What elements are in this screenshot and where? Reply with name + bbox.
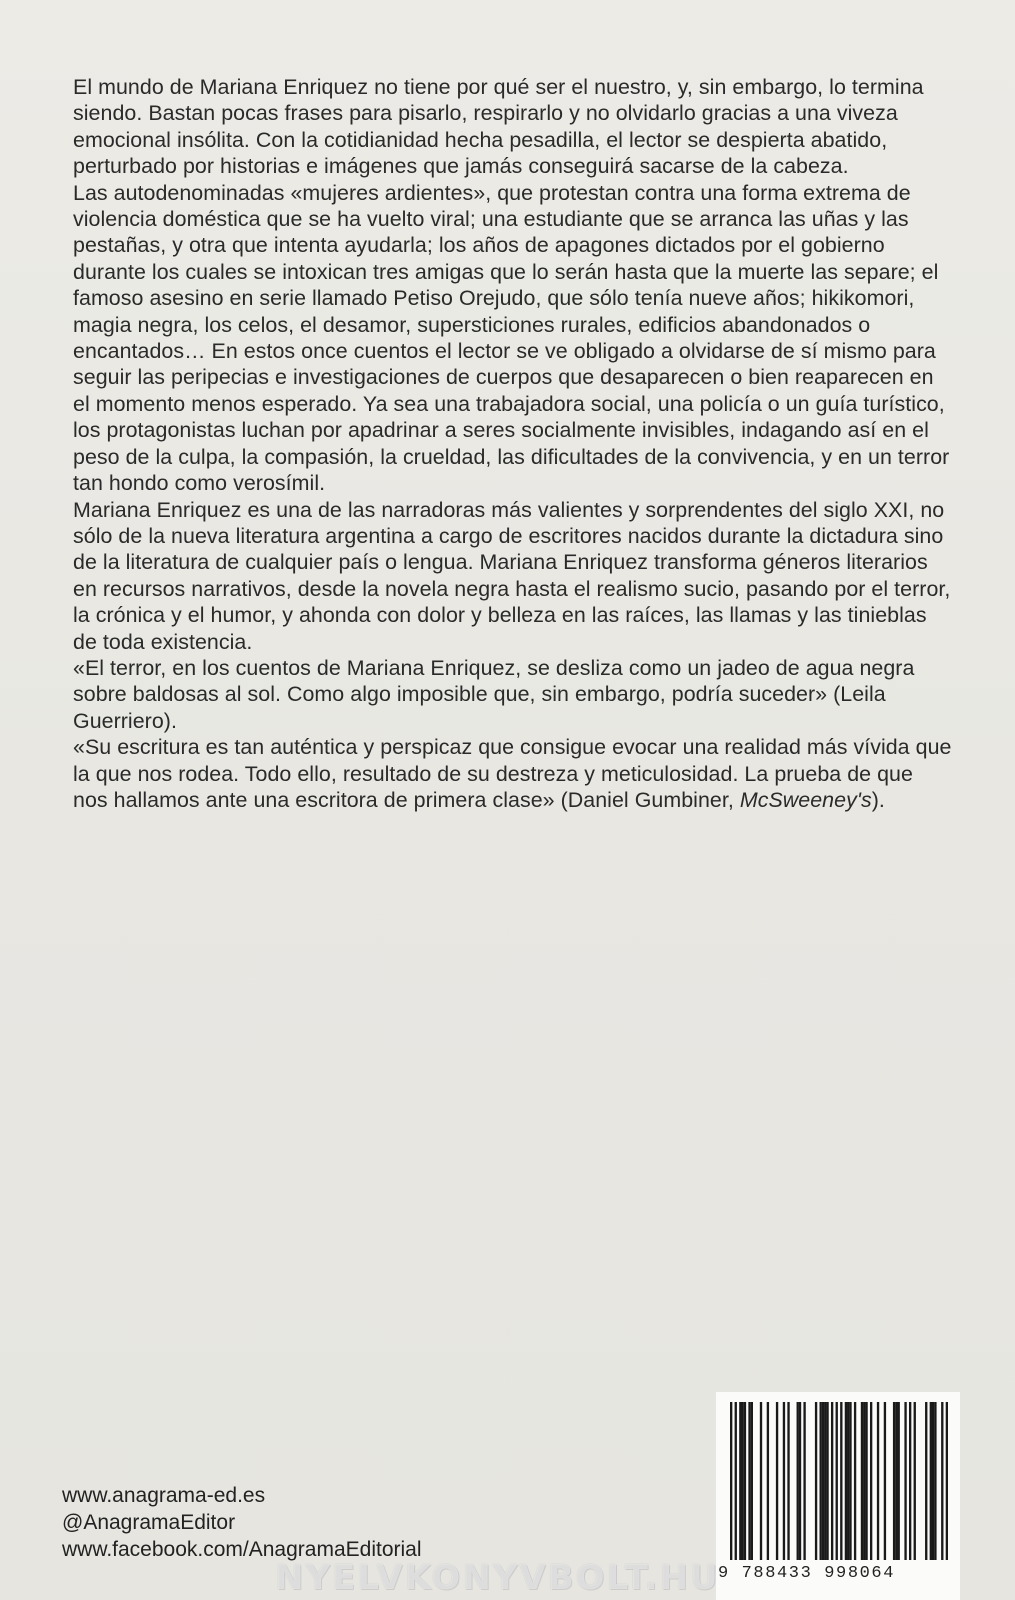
barcode-bar (783, 1402, 785, 1560)
quote-guerriero: «El terror, en los cuentos de Mariana Enriquez, se desliza como un jadeo de agua negra sobre baldosas al sol. Como algo imposible que, sin embargo, podría suceder» (Leila Guerriero). (73, 655, 915, 733)
barcode-bar (849, 1402, 851, 1560)
barcode-bar (861, 1402, 863, 1560)
quote-gumbiner (73, 734, 953, 813)
barcode-bar (739, 1402, 741, 1560)
blurb-paragraph-1: El mundo de Mariana Enriquez no tiene por qué ser el nuestro, y, sin embargo, lo termina siendo. Bastan pocas frases para pisarlo, respirarlo y no olvidarlo gracias a una viveza emocional insólita. Con la cotidianidad hecha pesadilla, el lector se despierta abatido, perturbado por historias e imágenes que jamás conseguirá sacarse de la cabeza. (73, 75, 924, 179)
barcode-bar (845, 1402, 847, 1560)
watermark: NYELVKONYVBOLT.HU (275, 1558, 720, 1598)
barcode-bar (836, 1402, 838, 1560)
barcode-bar (863, 1402, 865, 1560)
barcode-bar (898, 1402, 900, 1560)
barcode-bar (760, 1402, 762, 1560)
barcode-bar (730, 1402, 732, 1560)
barcode-bar (819, 1402, 821, 1560)
barcode-bar (930, 1402, 932, 1560)
barcode-bar (914, 1402, 916, 1560)
barcode-bar (895, 1402, 897, 1560)
quote-gumbiner-text: «Su escritura es tan auténtica y perspicaz que consigue evocar una realidad más vívida que la que nos rodea. Todo ello, resultado de su destreza y meticulosidad. La prueba de que nos hallamos ante una escritora de primera clase» (Daniel Gumbiner, (73, 735, 952, 812)
barcode-digits: 9 788433 998064 (718, 1564, 896, 1583)
blurb-paragraph-3: Mariana Enriquez es una de las narradoras más valientes y sorprendentes del siglo XXI, no sólo de la nueva literatura argentina a cargo de escritores nacidos durante la dictadura sino de la literatura de cualquier país o lengua. Mariana Enriquez transforma géneros literarios en recursos narrativos, desde la novela negra hasta el realismo sucio, pasando por el terror, la crónica y el humor, y ahonda con dolor y belleza en las raíces, las llamas y las tinieblas de toda existencia. (73, 497, 951, 654)
barcode-bar (799, 1402, 801, 1560)
barcode-bar (893, 1402, 895, 1560)
quote-gumbiner-end: ). (871, 787, 885, 812)
barcode-bar (735, 1402, 737, 1560)
publisher-links (62, 1482, 422, 1563)
barcode-bar (751, 1402, 753, 1560)
barcode-bar (932, 1402, 934, 1560)
barcode-bar (831, 1402, 833, 1560)
barcode-bar (865, 1402, 867, 1560)
barcode-bar (822, 1402, 824, 1560)
barcode-bar (946, 1402, 948, 1560)
barcode-bar (744, 1402, 746, 1560)
barcode-bar (854, 1402, 856, 1560)
barcode-bar (741, 1402, 743, 1560)
barcode-bar (847, 1402, 849, 1560)
barcode-bar (877, 1402, 879, 1560)
barcode-bar (909, 1402, 911, 1560)
barcode-bar (826, 1402, 828, 1560)
barcode-bar (904, 1402, 906, 1560)
quote-gumbiner-source: McSweeney's (739, 787, 872, 812)
barcode-bar (767, 1402, 769, 1560)
barcode-bar (840, 1402, 842, 1560)
barcode-bar (925, 1402, 927, 1560)
barcode-bar (934, 1402, 936, 1560)
website-link[interactable]: www.anagrama-ed.es (62, 1484, 266, 1507)
facebook-link[interactable]: www.facebook.com/AnagramaEditorial (62, 1538, 422, 1561)
barcode-bar (776, 1402, 778, 1560)
barcode-bar (824, 1402, 826, 1560)
barcode-bar (803, 1402, 805, 1560)
barcode-bar (797, 1402, 799, 1560)
barcode-bar (884, 1402, 886, 1560)
barcode-bar (815, 1402, 817, 1560)
barcode-bar (787, 1402, 789, 1560)
barcode-bar (748, 1402, 750, 1560)
barcode-bar (941, 1402, 943, 1560)
blurb-text (73, 74, 953, 813)
barcode-bar (870, 1402, 872, 1560)
barcode-bars (730, 1402, 948, 1560)
twitter-handle[interactable]: @AnagramaEditor (62, 1511, 236, 1534)
blurb-paragraph-2: Las autodenominadas «mujeres ardientes», que protestan contra una forma extrema de violencia doméstica que se ha vuelto viral; una estudiante que se arranca las uñas y las pestañas, y otra que intenta ayudarla; los años de apagones dictados por el gobierno durante los cuales se intoxican tres amigas que lo serán hasta que la muerte las separe; el famoso asesino en serie llamado Petiso Orejudo, que sólo tenía nueve años; hikikomori, magia negra, los celos, el desamor, supersticiones rurales, edificios abandonados o encantados… En estos once cuentos el lector se ve obligado a olvidarse de sí mismo para seguir las peripecias e investigaciones de cuerpos que desaparecen o bien reaparecen en el momento menos esperado. Ya sea una trabajadora social, una policía o un guía turístico, los protagonistas luchan por apadrinar a seres socialmente invisibles, indagando así en el peso de la culpa, la compasión, la crueldad, las dificultades de la convivencia, y en un terror tan hondo como verosímil. (73, 180, 950, 496)
